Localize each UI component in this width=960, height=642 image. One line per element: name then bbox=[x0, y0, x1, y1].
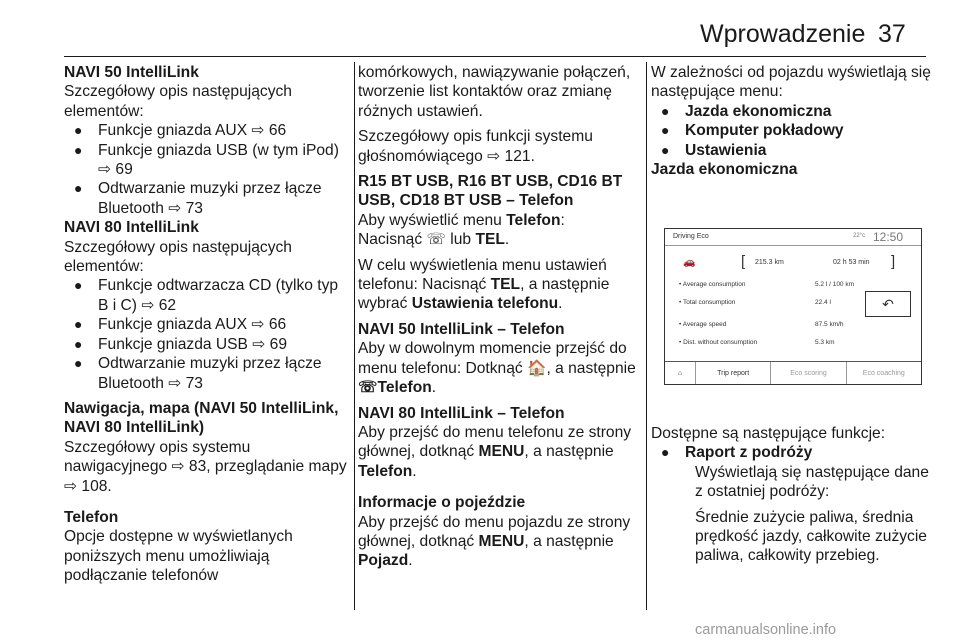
navi80-intro: Szczegółowy opis następujących elementów: bbox=[64, 238, 292, 276]
column-3 bbox=[651, 63, 931, 179]
home-icon[interactable]: ⌂ bbox=[677, 369, 683, 377]
bracket-right: ] bbox=[891, 253, 896, 270]
telefon-heading: Telefon bbox=[64, 508, 119, 526]
navi80-telefon-text: Aby przejść do menu telefonu ze strony głównej, dotknąć MENU, a następnie Telefon. bbox=[358, 423, 632, 480]
tab-eco-coaching[interactable]: Eco coaching bbox=[846, 362, 921, 384]
screen-row: • Dist. without consumption bbox=[679, 339, 758, 346]
list-item: ● Funkcje gniazda AUX ⇨ 66 bbox=[74, 122, 287, 140]
column-2 bbox=[358, 63, 642, 571]
driving-eco-screenshot bbox=[664, 228, 922, 385]
column-divider-1 bbox=[354, 62, 355, 610]
screen-row-value: 22.4 l bbox=[815, 299, 831, 306]
jazda-heading: Jazda ekonomiczna bbox=[651, 161, 798, 179]
list-item: ● Raport z podróży bbox=[661, 444, 813, 462]
navi80-heading: NAVI 80 IntelliLink bbox=[64, 219, 199, 237]
list-item: ● Odtwarzanie muzyki przez łącze Bluetooth ⇨ 73 bbox=[74, 355, 322, 392]
list-item: ● Funkcje gniazda USB ⇨ 69 bbox=[74, 335, 288, 353]
list-item: ● Funkcje gniazda USB (w tym iPod) ⇨ 69 bbox=[74, 141, 339, 179]
r15-line-1: Aby wyświetlić menu Telefon: bbox=[358, 211, 565, 229]
watermark: carmanualsonline.info bbox=[695, 622, 837, 638]
screen-row: • Total consumption bbox=[679, 299, 736, 306]
screen-distance: 215.3 km bbox=[755, 259, 784, 266]
navigation-text: Szczegółowy opis systemu nawigacyjnego ⇨ 83, przeglądanie mapy ⇨ 108. bbox=[64, 438, 347, 495]
telefon-text-cont: komórkowych, nawiązywanie połączeń, tworzenie list kontaktów oraz zmianę różnych ustawień. bbox=[358, 64, 631, 120]
vehicle-info-heading: Informacje o pojeździe bbox=[358, 494, 526, 512]
car-icon: 🚗 bbox=[683, 257, 696, 268]
features-intro: Dostępne są następujące funkcje: bbox=[651, 425, 886, 442]
column-divider-2 bbox=[646, 62, 647, 610]
detail-text: Szczegółowy opis funkcji systemu głośnomówiącego ⇨ 121. bbox=[358, 128, 593, 165]
page-header-title: Wprowadzenie bbox=[700, 20, 866, 48]
screen-row-value: 5.3 km bbox=[815, 339, 835, 346]
screen-row: • Average consumption bbox=[679, 281, 746, 288]
r15-heading: R15 BT USB, R16 BT USB, CD16 BT USB, CD18 BT USB – Telefon bbox=[358, 173, 623, 210]
feature-description-1: Wyświetlają się następujące dane z ostatniej podróży: bbox=[695, 463, 929, 501]
screen-tabs bbox=[665, 361, 921, 384]
header-rule bbox=[64, 56, 926, 57]
feature-description-2: Średnie zużycie paliwa, średnia prędkość jazdy, całkowite zużycie paliwa, całkowity przebieg. bbox=[695, 508, 927, 565]
screen-duration: 02 h 53 min bbox=[833, 259, 870, 266]
menus-intro: W zależności od pojazdu wyświetlają się następujące menu: bbox=[651, 64, 931, 101]
screen-row-value: 5.2 l / 100 km bbox=[815, 281, 855, 288]
list-item: ● Funkcje odtwarzacza CD (tylko typ B i C) ⇨ 62 bbox=[74, 277, 339, 314]
navi50-heading: NAVI 50 IntelliLink bbox=[64, 64, 199, 81]
list-item: ● Jazda ekonomiczna bbox=[661, 102, 832, 120]
screen-top-bar bbox=[665, 229, 921, 246]
navi50-telefon-heading: NAVI 50 IntelliLink – Telefon bbox=[358, 320, 565, 338]
list-item: ● Komputer pokładowy bbox=[661, 122, 844, 140]
list-item: ● Ustawienia bbox=[661, 141, 767, 159]
reset-icon[interactable]: ↶ bbox=[865, 291, 911, 317]
screen-title: Driving Eco bbox=[673, 233, 709, 240]
column-3-lower bbox=[651, 424, 931, 566]
tab-eco-scoring[interactable]: Eco scoring bbox=[770, 362, 845, 384]
navigation-heading: Nawigacja, mapa (NAVI 50 IntelliLink, NAVI 80 IntelliLink) bbox=[64, 399, 339, 437]
column-1 bbox=[64, 63, 350, 586]
screen-row-value: 87.5 km/h bbox=[815, 321, 844, 328]
list-item: ● Odtwarzanie muzyki przez łącze Bluetooth ⇨ 73 bbox=[74, 180, 322, 217]
screen-row: • Average speed bbox=[679, 321, 727, 328]
r15-line-3: W celu wyświetlenia menu ustawień telefonu: Nacisnąć TEL, a następnie wybrać Ustawienia telefonu. bbox=[358, 256, 610, 313]
screen-clock: 12:50 bbox=[873, 230, 904, 244]
navi80-telefon-heading: NAVI 80 IntelliLink – Telefon bbox=[358, 404, 565, 422]
navi50-telefon-text: Aby w dowolnym momencie przejść do menu telefonu: Dotknąć 🏠, a następnie ☏Telefon. bbox=[358, 340, 636, 397]
r15-line-2: Nacisnąć ☏ lub TEL. bbox=[358, 231, 510, 249]
screen-temperature: 22°c bbox=[853, 233, 866, 239]
tab-trip-report[interactable]: Trip report bbox=[695, 362, 770, 384]
page-number: 37 bbox=[878, 20, 906, 48]
vehicle-info-text: Aby przejść do menu pojazdu ze strony głównej, dotknąć MENU, a następnie Pojazd. bbox=[358, 513, 631, 570]
navi50-intro: Szczegółowy opis następujących elementów: bbox=[64, 83, 292, 120]
telefon-text: Opcje dostępne w wyświetlanych poniższych menu umożliwiają podłączanie telefonów bbox=[64, 528, 293, 585]
list-item: ● Funkcje gniazda AUX ⇨ 66 bbox=[74, 316, 287, 334]
bracket-left: [ bbox=[741, 253, 746, 270]
